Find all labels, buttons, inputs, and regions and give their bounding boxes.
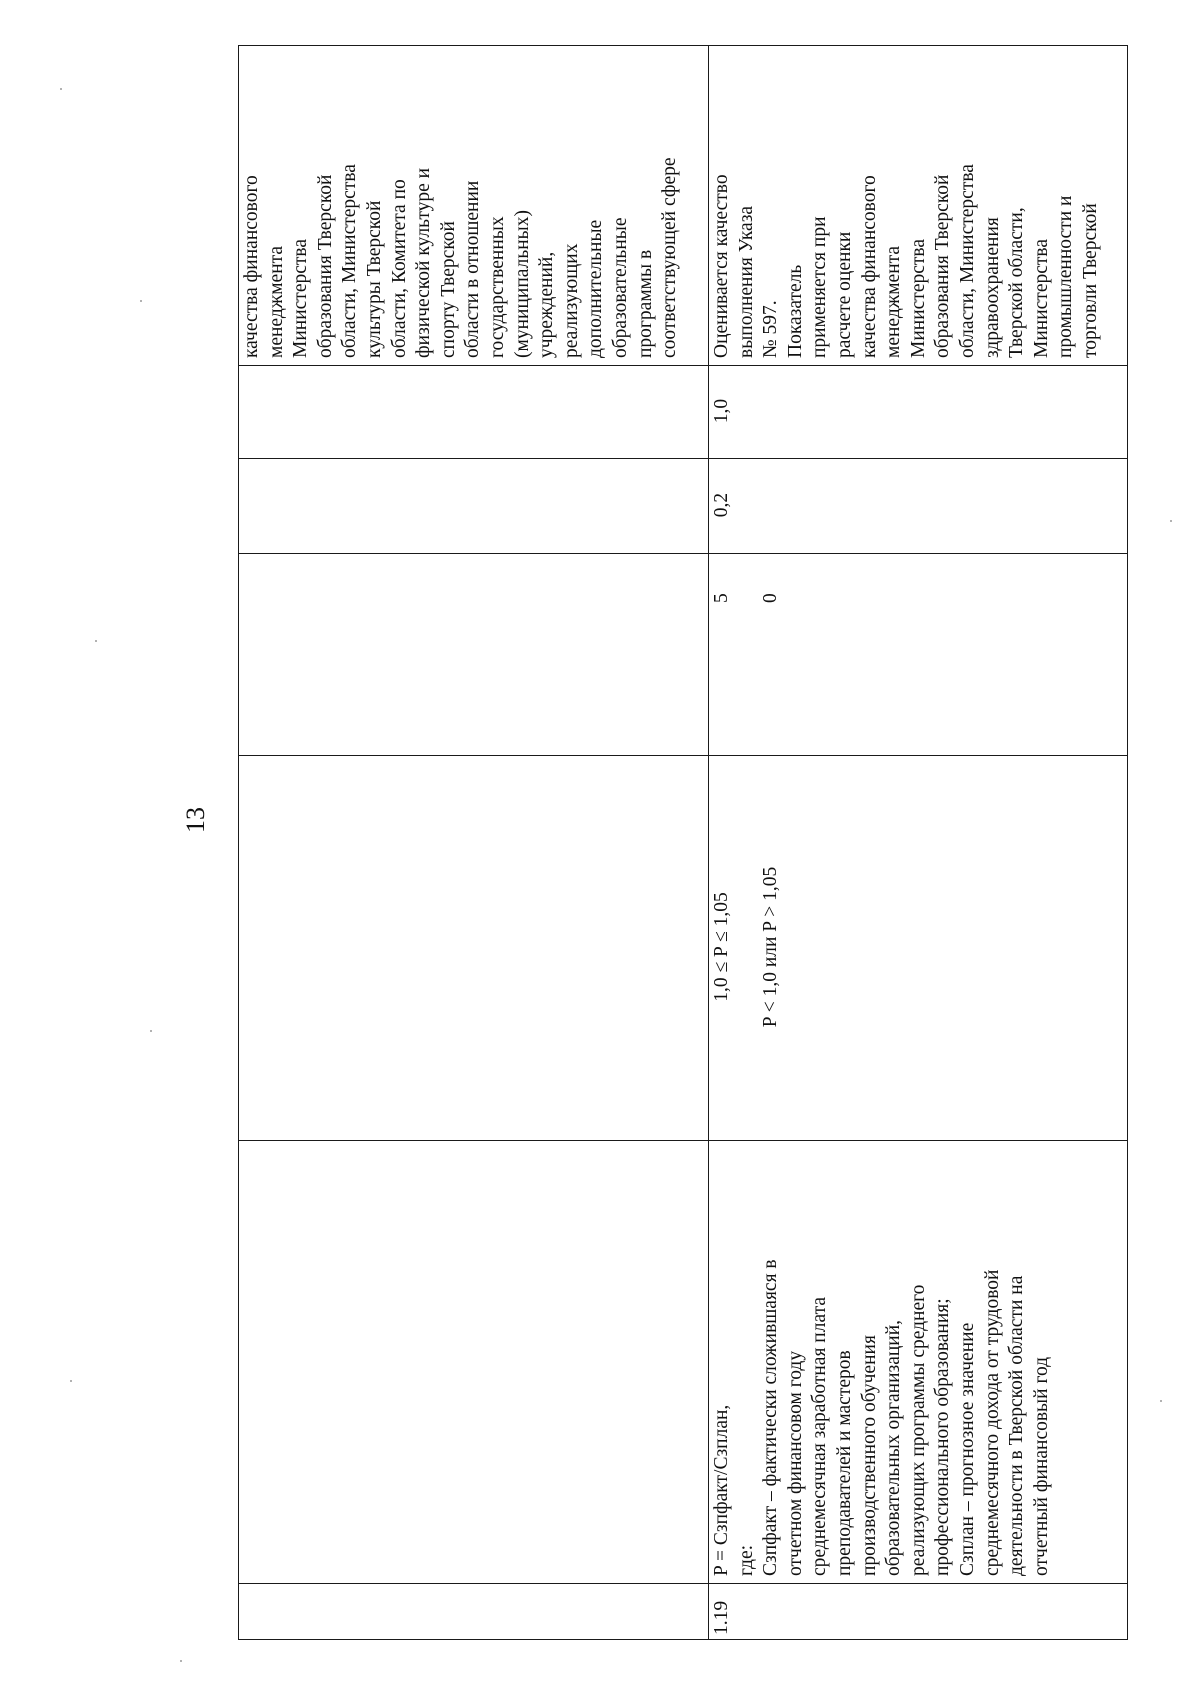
row-119-formula-text: P = Сзпфакт/Сзплан, где: Сзпфакт – фактически сложившаяся в отчетном финансовом году среднемесячная заработная плата преподавателей и мастеров производственного обучения образовательных организаций, реализующих программы среднего профессионального образования; Сзплан – прогнозное значение среднемесячного дохода от трудовой деятельности в Тверской области на отчетный финансовый год [711, 1259, 1052, 1576]
scan-speck [1160, 1400, 1162, 1402]
scan-speck [1170, 520, 1172, 522]
row-119-comment-text: Оценивается качество выполнения Указа № 597. Показатель применяется при расчете оценки качества финансового менеджмента Министерства образования Тверской области, Министерства здравоохранения Тверской области, Министерства промышленности и торговли Тверской [711, 164, 1101, 358]
row-119-id-cell [708, 1583, 1127, 1639]
row-119-comment-cell [708, 45, 1127, 365]
row-119-points-cell [708, 553, 1127, 755]
scan-speck [70, 1380, 72, 1382]
row-119-max-value: 1,0 [711, 398, 732, 424]
criteria-table [238, 45, 1128, 1639]
scan-speck [95, 640, 97, 642]
row-119-max-cell [708, 365, 1127, 458]
prev-points-cell [238, 553, 708, 755]
prev-name-cell [238, 1583, 708, 1639]
row-119-weight-cell [708, 458, 1127, 553]
row-119-criteria-cell [708, 755, 1127, 1140]
prev-formula-cell [238, 1140, 708, 1583]
prev-weight-cell [238, 458, 708, 553]
prev-comment-cell [238, 45, 708, 365]
row-119-points-value: 5 0 [711, 593, 782, 603]
page-number: 13 [181, 807, 210, 833]
prev-max-cell [238, 365, 708, 458]
prev-criteria-cell [238, 755, 708, 1140]
scan-speck [180, 1660, 182, 1662]
row-119-weight-value: 0,2 [711, 492, 732, 518]
scan-speck [150, 1030, 152, 1032]
scan-speck [140, 300, 142, 302]
row-119-criteria-text: 1,0 ≤ P ≤ 1,05 P < 1,0 или P > 1,05 [711, 866, 782, 1028]
scan-speck [60, 88, 62, 90]
prev-comment-text: качества финансового менеджмента Министерства образования Тверской области, Министерства культуры Тверской области, Комитета по физической культуре и спорту Тверской области в отношении государственных (муниципальных) учреждений, реализующих дополнительные образовательные программы в соответствующей сфере [241, 157, 681, 358]
row-119-id: 1.19 [711, 1600, 732, 1635]
row-119-formula-cell [708, 1140, 1127, 1583]
